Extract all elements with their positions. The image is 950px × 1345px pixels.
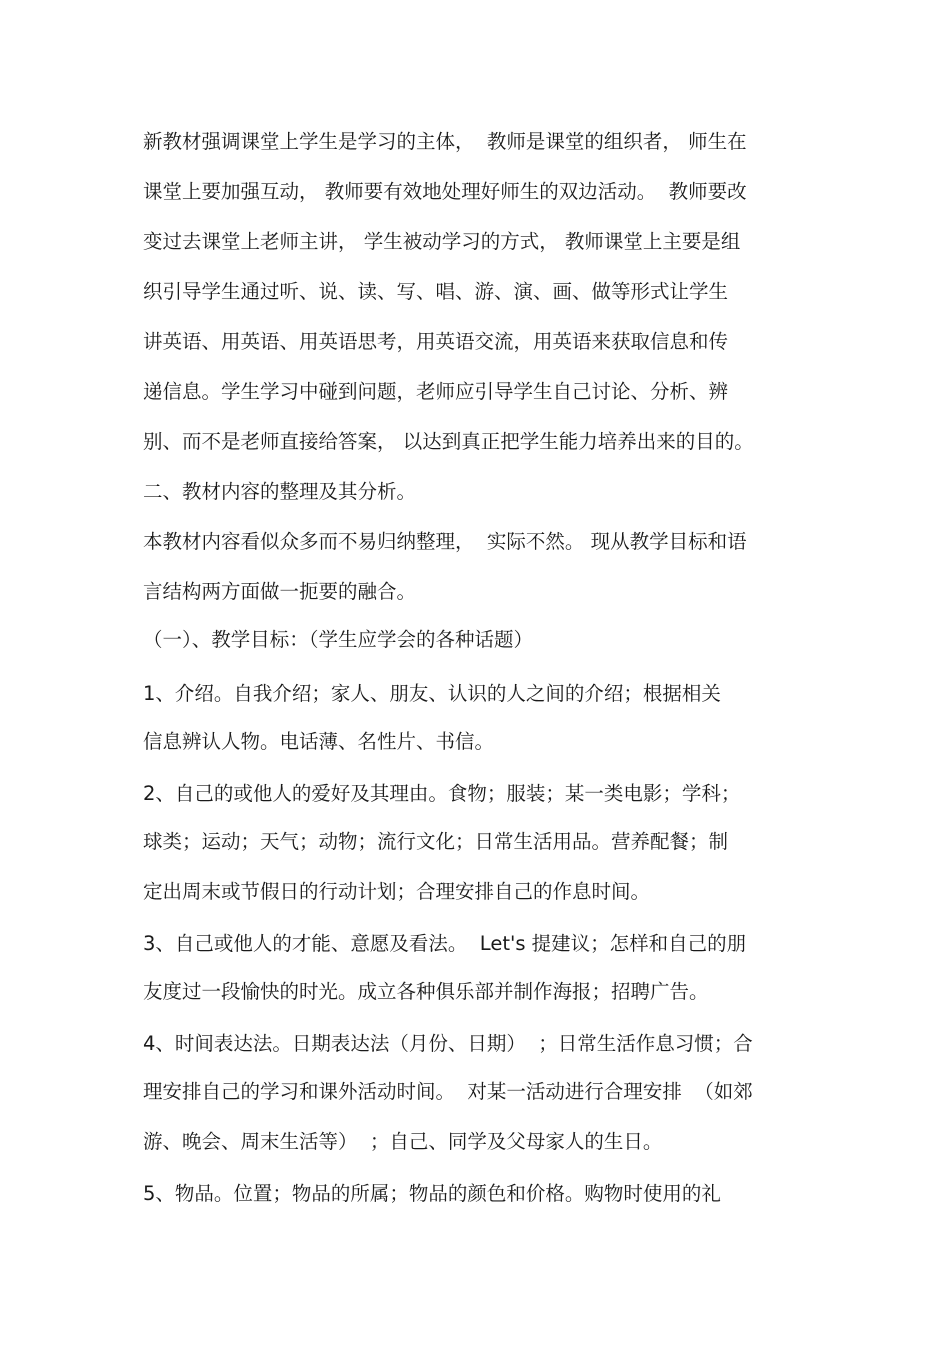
list-item-2-line-2: 球类；运动；天气；动物；流行文化；日常生活用品。营养配餐；制 xyxy=(143,830,729,853)
list-item-3-line-2: 友度过一段愉快的时光。成立各种俱乐部并制作海报；招聘广告。 xyxy=(143,980,709,1003)
paragraph-line-4: 织引导学生通过听、说、读、写、唱、游、演、画、做等形式让学生 xyxy=(143,280,729,303)
paragraph-line-5: 讲英语、用英语、用英语思考，用英语交流，用英语来获取信息和传 xyxy=(143,330,729,353)
section-heading: 二、教材内容的整理及其分析。 xyxy=(143,480,417,503)
list-item-2-line-3: 定出周末或节假日的行动计划；合理安排自己的作息时间。 xyxy=(143,880,651,903)
paragraph-line-9: 言结构两方面做一扼要的融合。 xyxy=(143,580,417,603)
paragraph-line-2: 课堂上要加强互动， 教师要有效地处理好师生的双边活动。 教师要改 xyxy=(143,180,747,203)
list-item-4-line-1: 4、时间表达法。日期表达法（月份、日期） ；日常生活作息习惯；合 xyxy=(143,1032,753,1055)
paragraph-line-3: 变过去课堂上老师主讲， 学生被动学习的方式， 教师课堂上主要是组 xyxy=(143,230,741,253)
paragraph-line-6: 递信息。学生学习中碰到问题，老师应引导学生自己讨论、分析、辨 xyxy=(143,380,729,403)
list-item-1-line-2: 信息辨认人物。电话薄、名性片、书信。 xyxy=(143,730,495,753)
list-item-2-line-1: 2、自己的或他人的爱好及其理由。食物；服装；某一类电影；学科； xyxy=(143,782,741,805)
list-item-1-line-1: 1、介绍。自我介绍；家人、朋友、认识的人之间的介绍；根据相关 xyxy=(143,682,721,705)
subsection-heading: （一）、教学目标：（学生应学会的各种话题） xyxy=(143,628,534,651)
paragraph-line-7: 别、而不是老师直接给答案， 以达到真正把学生能力培养出来的目的。 xyxy=(143,430,754,453)
paragraph-line-1: 新教材强调课堂上学生是学习的主体， 教师是课堂的组织者， 师生在 xyxy=(143,130,747,153)
list-item-4-line-2: 理安排自己的学习和课外活动时间。 对某一活动进行合理安排 （如郊 xyxy=(143,1080,753,1103)
list-item-3-line-1: 3、自己或他人的才能、意愿及看法。 Let's 提建议；怎样和自己的朋 xyxy=(143,932,747,955)
paragraph-line-8: 本教材内容看似众多而不易归纳整理， 实际不然。 现从教学目标和语 xyxy=(143,530,747,553)
list-item-4-line-3: 游、晚会、周末生活等） ；自己、同学及父母家人的生日。 xyxy=(143,1130,663,1153)
list-item-5-line-1: 5、物品。位置；物品的所属；物品的颜色和价格。购物时使用的礼 xyxy=(143,1182,721,1205)
